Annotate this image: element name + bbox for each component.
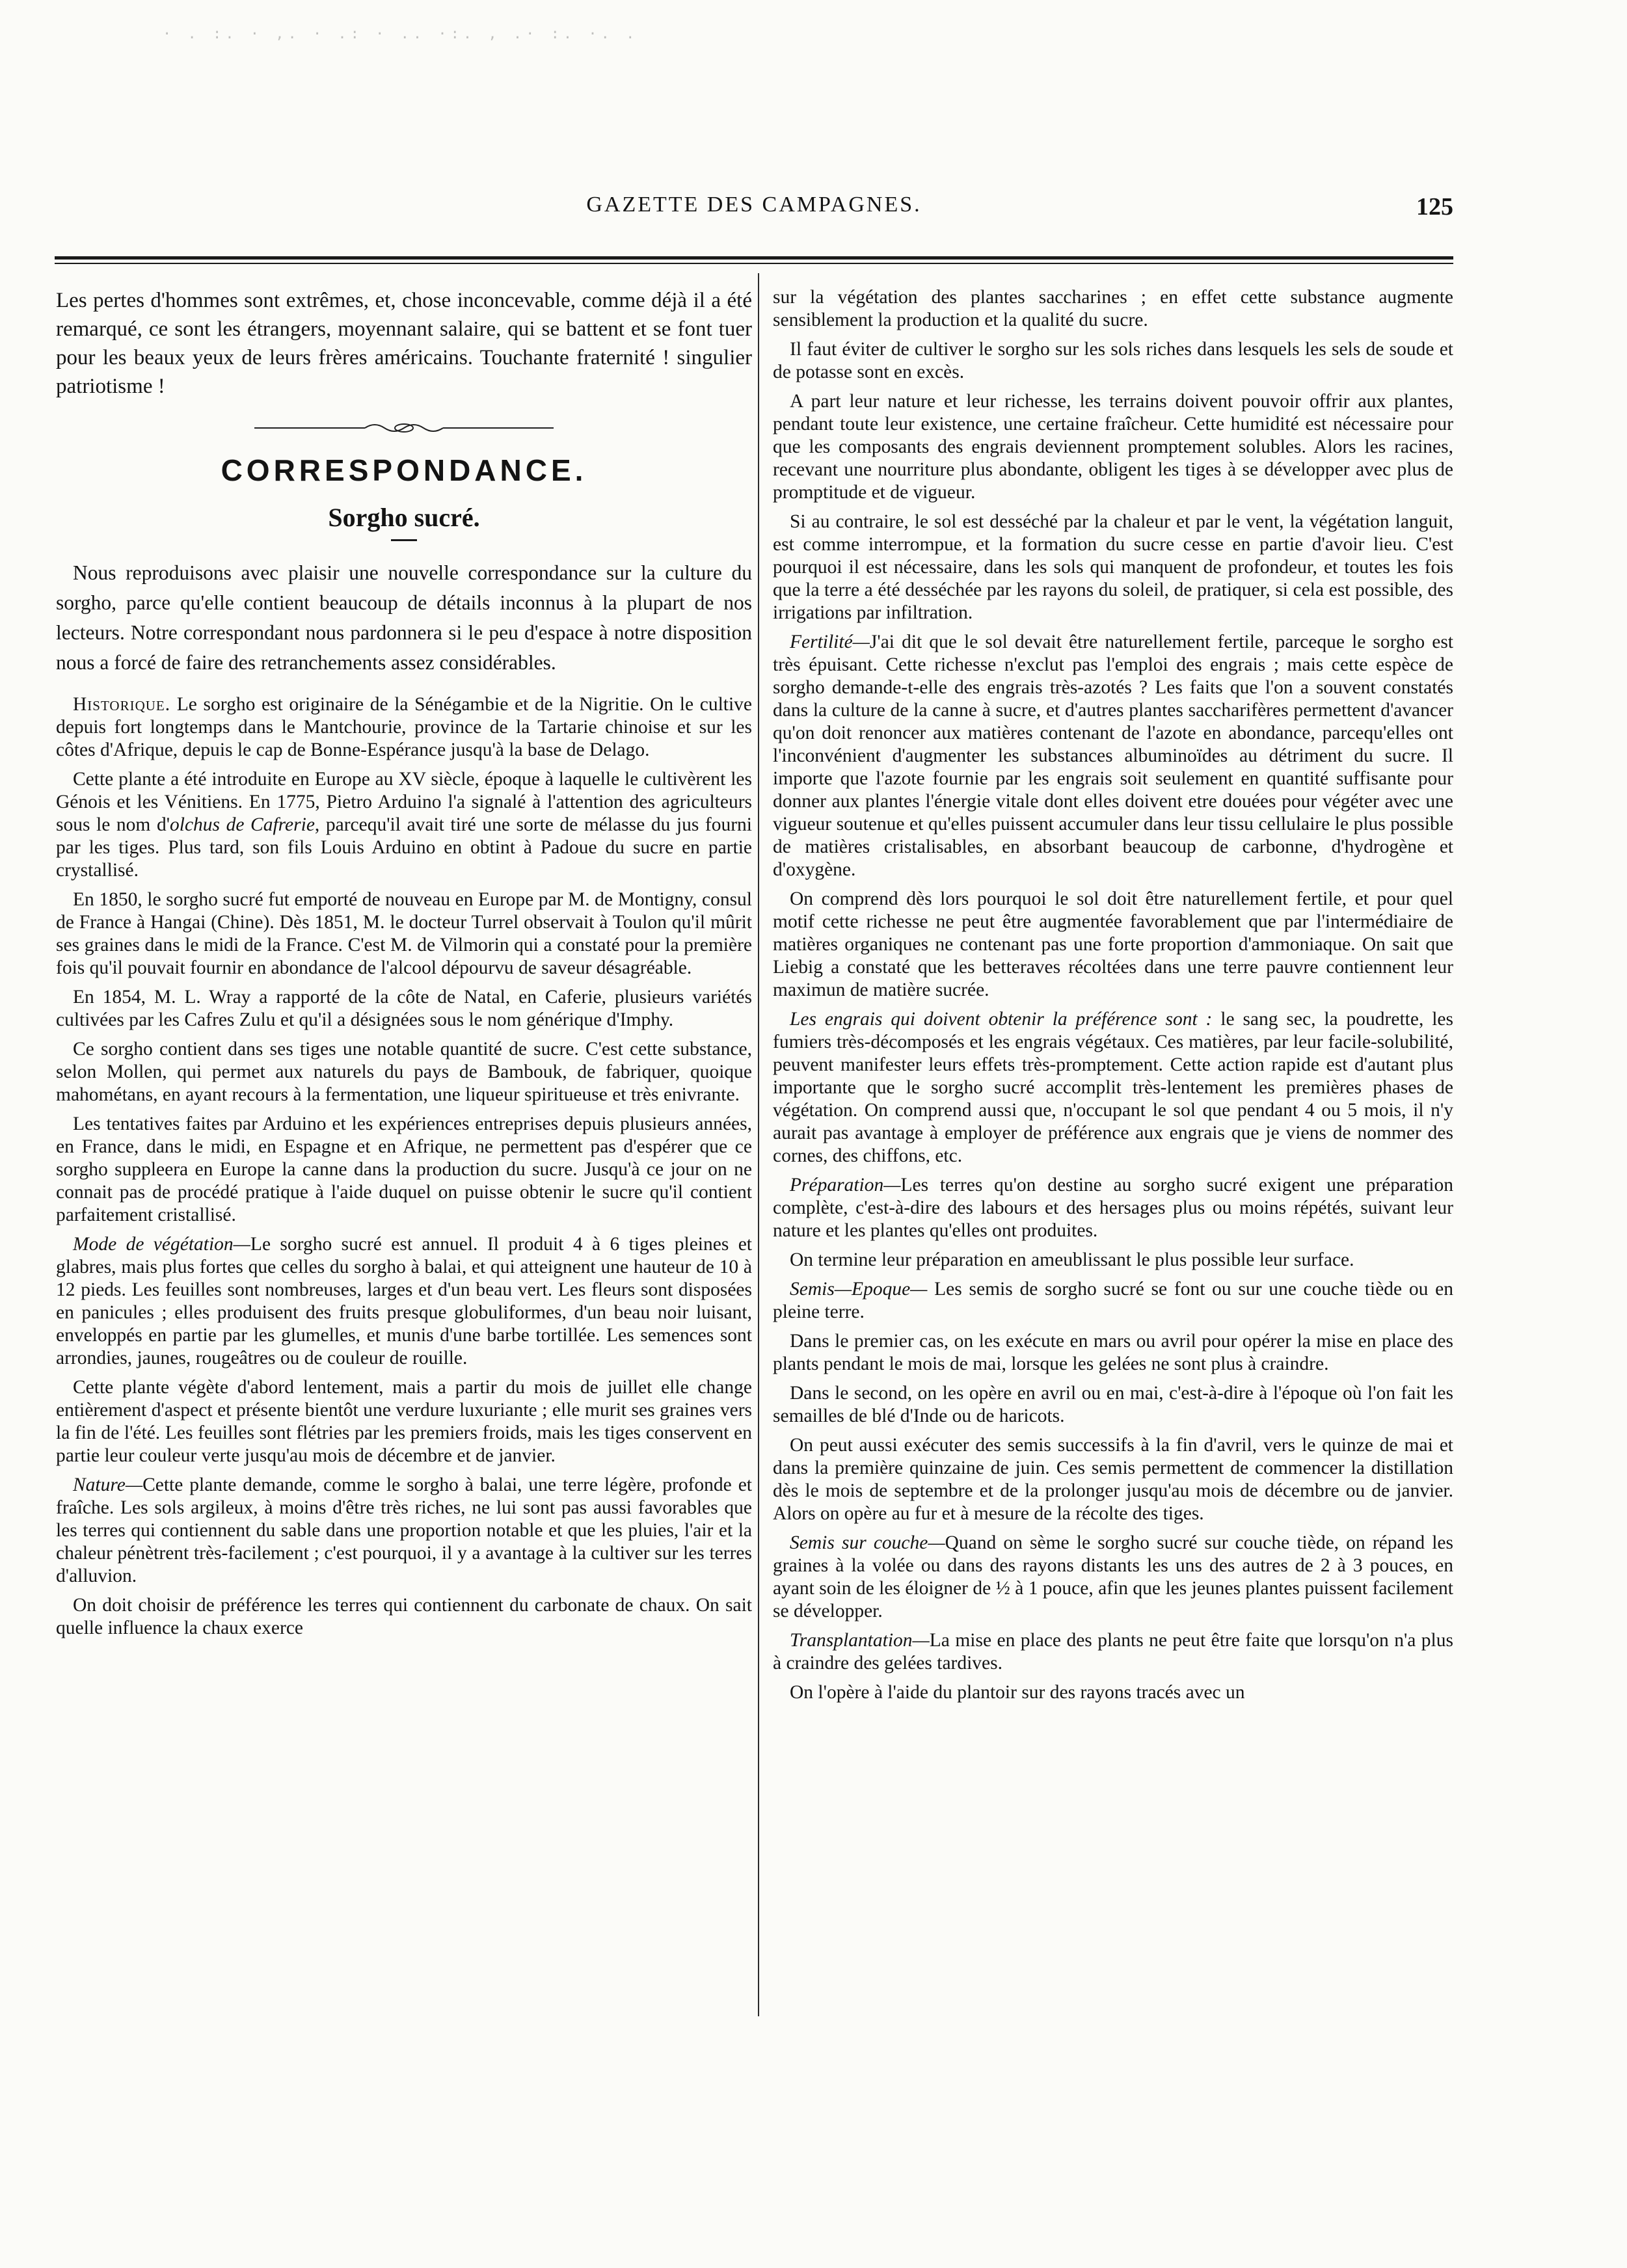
- header-rule-thick: [55, 256, 1453, 260]
- paragraph-body: J'ai dit que le sol devait être naturellement fertile, parceque le sorgho est très épuisant. Cette richesse n'exclut pas l'emploi des engrais ; mais cette espèce de sorgho demande-t-elle des engrais très-azotés ? Les faits que l'on a souvent constatés dans la culture de la canne à sucre, et d'autres plantes saccharifères permettent d'avancer qu'on doit renoncer aux matières contenant de l'azote en abondance, parcequ'elles ont l'inconvénient d'augmenter les substances albuminoïdes au détriment du sucre. Il importe que l'azote fournie par les engrais soit seulement en quantité suffisante pour donner aux plantes l'énergie vitale dont elles doivent etre douées pour végéter avec une vigueur soutenue et qu'elles puissent accumuler dans leur tissu cellulaire le plus possible de matières cristalisables, en absorbant beaucoup de carbonne, d'hydrogène et d'oxygène.: [773, 632, 1453, 880]
- article-title: Sorgho sucré.: [328, 503, 480, 532]
- paragraph-heading: Préparation—: [790, 1175, 901, 1195]
- paragraph-body: La mise en place des plants ne peut être faite que lorsqu'on n'a plus à craindre des gelées tardives.: [773, 1630, 1453, 1674]
- paragraph-semis-couche: [773, 1532, 1453, 1623]
- paragraph: On doit choisir de préférence les terres qui contiennent du carbonate de chaux. On sait quelle influence la chaux exerce: [56, 1595, 752, 1638]
- paragraph: Cette plante végète d'abord lentement, mais a partir du mois de juillet elle change entièrement d'aspect et présente bientôt une verdure luxuriante ; elle murit ses graines vers la fin de l'été. Les feuilles sont flétries par les premiers froids, mais les tiges conservent en partie leur couleur verte jusqu'au mois de décembre et de janvier.: [56, 1377, 752, 1466]
- paragraph-heading: Historique.: [73, 694, 171, 715]
- editor-note: Nous reproduisons avec plaisir une nouvelle correspondance sur la culture du sorgho, parce qu'elle contient beaucoup de détails inconnus à la plupart de nos lecteurs. Notre correspondant nous pardonnera si le peu d'espace à notre disposition nous a forcé de faire des retranchements assez considérables.: [56, 561, 752, 674]
- paragraph-heading: Nature—: [73, 1474, 143, 1495]
- paragraph: Il faut éviter de cultiver le sorgho sur les sols riches dans lesquels les sels de soude et de potasse sont en excès.: [773, 339, 1453, 382]
- paragraph-body: Cette plante demande, comme le sorgho à balai, une terre légère, profonde et fraîche. Les sols argileux, à moins d'être très riches, ne lui sont pas aussi favorables que les terres qui contiennent du sable dans une proportion notable et que les pluies, l'air et la chaleur pénètrent très-facilement ; c'est pourquoi, il y a avantage à la cultiver sur les terres d'alluvion.: [56, 1474, 752, 1586]
- paragraph-body: Le sorgho est originaire de la Sénégambie et de la Nigritie. On le cultive depuis fort longtemps dans le Mantchourie, province de la Tartarie chinoise et sur les côtes d'Afrique, depuis le cap de Bonne-Espérance jusqu'à la base de Delago.: [56, 694, 752, 760]
- paragraph: [56, 768, 752, 882]
- ornamental-rule: [254, 420, 554, 436]
- paragraph-nature: [56, 1474, 752, 1588]
- paragraph-heading: Semis sur couche—: [790, 1532, 945, 1553]
- paragraph-heading: Fertilité—: [790, 632, 870, 652]
- paragraph: Les tentatives faites par Arduino et les expériences entreprises depuis plusieurs années, en France, dans le midi, en Espagne et en Afrique, ne permettent pas d'espérer que ce sorgho suppleera en Europe la canne dans la production du sucre. Jusqu'à ce jour on ne connait pas de procédé pratique à l'aide duquel on puisse obtenir le sucre qu'il contient parfaitement cristallisé.: [56, 1114, 752, 1225]
- paragraph-body: Le sorgho sucré est annuel. Il produit 4 à 6 tiges pleines et glabres, mais plus fortes que celles du sorgho à balai, et qui atteignent une hauteur de 10 à 12 pieds. Les feuilles sont nombreuses, larges et d'un beau vert. Les fleurs sont disposées en panicules ; elles produisent des fruits presque globuliformes, d'un beau noir luisant, enveloppés en partie par les glumelles, et munis d'une barbe tortillée. Les semences sont arrondies, jaunes, rougeâtres ou de couleur de rouille.: [56, 1234, 752, 1368]
- paragraph-body: Les semis de sorgho sucré se font ou sur une couche tiède ou en pleine terre.: [773, 1279, 1453, 1322]
- paragraph-body: Les terres qu'on destine au sorgho sucré exigent une préparation complète, c'est-à-dire des labours et des hersages plus ou moins répétés, suivant leur nature et les plantes qu'elles ont produites.: [773, 1175, 1453, 1241]
- paragraph-historique: [56, 693, 752, 762]
- page-header: [55, 193, 1453, 232]
- paragraph-fertilite: [773, 631, 1453, 881]
- paragraph-mode-vegetation: [56, 1233, 752, 1370]
- paragraph: Dans le premier cas, on les exécute en mars ou avril pour opérer la mise en place des plants pendant le mois de mai, lorsque les gelées ne sont plus à craindre.: [773, 1331, 1453, 1374]
- paragraph-heading: Mode de végétation—: [73, 1234, 250, 1255]
- paragraph-engrais: [773, 1008, 1453, 1167]
- section-title: CORRESPONDANCE.: [221, 453, 587, 487]
- paragraph: On l'opère à l'aide du plantoir sur des rayons tracés avec un: [790, 1682, 1245, 1703]
- paragraph: Dans le second, on les opère en avril ou en mai, c'est-à-dire à l'époque où l'on fait les semailles de blé d'Inde ou de haricots.: [773, 1383, 1453, 1426]
- paragraph: En 1854, M. L. Wray a rapporté de la côte de Natal, en Caferie, plusieurs variétés cultivées par les Cafres Zulu et qu'il a désignées sous le nom générique d'Imphy.: [56, 987, 752, 1030]
- paragraph: On peut aussi exécuter des semis successifs à la fin d'avril, vers le quinze de mai et dans la première quinzaine de juin. Ces semis permettent de commencer la distillation dès le mois de septembre et de la prolonger jusqu'au mois de décembre ou de janvier. Alors on opère au fur et à mesure de la récolte des tiges.: [773, 1435, 1453, 1524]
- column-divider: [758, 273, 759, 2016]
- paragraph: A part leur nature et leur richesse, les terrains doivent pouvoir offrir aux plantes, pendant toute leur existence, une certaine fraîcheur. Cette humidité est nécessaire pour que les composants des engrais deviennent promptement solubles. Alors les racines, recevant une nourriture plus abondante, obligent les tiges à se développer avec plus de promptitude et de vigueur.: [773, 391, 1453, 503]
- paragraph-semis-epoque: [773, 1278, 1453, 1324]
- paragraph: Si au contraire, le sol est desséché par la chaleur et par le vent, la végétation languit, est comme interrompue, et la formation du sucre cesse en partie d'avoir lieu. C'est pourquoi il est nécessaire, dans les sols qui manquent de profondeur, et toutes les fois que la terre a été desséchée par les rayons du soleil, de pratiquer, si cela est possible, des irrigations par infiltration.: [773, 511, 1453, 623]
- paragraph-text: , parcequ'il avait tiré une sorte de mélasse du jus fourni par les tiges. Plus tard, son fils Louis Arduino en obtint à Padoue du sucre en partie crystallisé.: [56, 814, 752, 881]
- paragraph-body: le sang sec, la poudrette, les fumiers très-décomposés et les engrais végétaux. Ces matières, par leur facile-solubilité, peuvent manifester leurs effets très-promptement. Cette action rapide est d'autant plus importante que le sorgho sucré accomplit très-lentement les premières phases de végétation. On comprend aussi que, n'occupant le sol que pendant 4 ou 5 mois, il n'y aurait pas avantage à employer de préférence aux engrais que je viens de nommer des cornes, des chiffons, etc.: [773, 1009, 1453, 1166]
- paragraph-transplantation: [773, 1629, 1453, 1675]
- paragraph: On termine leur préparation en ameublissant le plus possible leur surface.: [790, 1249, 1354, 1270]
- paragraph-preparation: [773, 1174, 1453, 1242]
- paragraph-heading: Transplantation—: [790, 1630, 930, 1651]
- paragraph-body: Quand on sème le sorgho sucré sur couche tiède, on répand les graines à la volée ou dans des rayons distants les uns des autres de 2 à 3 pouces, en ayant soin de les éloigner de ½ à 1 pouce, afin que les jeunes plantes puissent facilement se développer.: [773, 1532, 1453, 1621]
- page-number: 125: [1416, 193, 1453, 220]
- running-title: GAZETTE DES CAMPAGNES.: [586, 193, 922, 217]
- paragraph-heading: Les engrais qui doivent obtenir la préférence sont :: [790, 1009, 1213, 1030]
- paragraph: Ce sorgho contient dans ses tiges une notable quantité de sucre. C'est cette substance, selon Mollen, qui permet aux naturels du pays de Bambouk, de fabriquer, quoique mahométans, en ayant recours à la fermentation, une liqueur spiritueuse et très enivrante.: [56, 1039, 752, 1105]
- scan-artifact: · . :. · ,. · .: · .. ·:. , .· :. ·. .: [163, 26, 639, 42]
- left-column: [56, 286, 752, 2003]
- italic-term: olchus de Cafrerie: [170, 814, 315, 835]
- paragraph: En 1850, le sorgho sucré fut emporté de nouveau en Europe par M. de Montigny, consul de France à Hangai (Chine). Dès 1851, M. le docteur Turrel observait à Toulon qu'il mûrit ses graines dans le midi de la France. C'est M. de Vilmorin qui a constaté pour la première fois qu'il pouvait fournir en abondance de l'alcool dépourvu de saveur désagréable.: [56, 889, 752, 978]
- title-dash: [391, 539, 417, 541]
- right-column: [773, 286, 1453, 2003]
- paragraph-heading: Semis—Epoque—: [790, 1279, 928, 1300]
- paragraph-text: Cette plante a été introduite en Europe au XV siècle, époque à laquelle le cultivèrent les Génois et les Vénitiens. En 1775, Pietro Arduino l'a signalé à l'attention des agriculteurs sous le nom d': [56, 769, 752, 835]
- paragraph-continued: sur la végétation des plantes saccharines ; en effet cette substance augmente sensiblement la production et la qualité du sucre.: [773, 287, 1453, 330]
- paragraph: On comprend dès lors pourquoi le sol doit être naturellement fertile, et pour quel motif cette richesse ne peut être augmentée favorablement que par l'intermédiaire de matières organiques ne contenant pas une forte proportion d'ammoniaque. On sait que Liebig a constaté que les betteraves récoltées dans une terre pauvre contiennent leur maximun de matière sucrée.: [773, 888, 1453, 1000]
- intro-paragraph: Les pertes d'hommes sont extrêmes, et, chose inconcevable, comme déjà il a été remarqué, ce sont les étrangers, moyennant salaire, qui se battent et se font tuer pour les beaux yeux de leurs frères américains. Touchante fraternité ! singulier patriotisme !: [56, 289, 752, 398]
- header-rule-thin: [55, 263, 1453, 264]
